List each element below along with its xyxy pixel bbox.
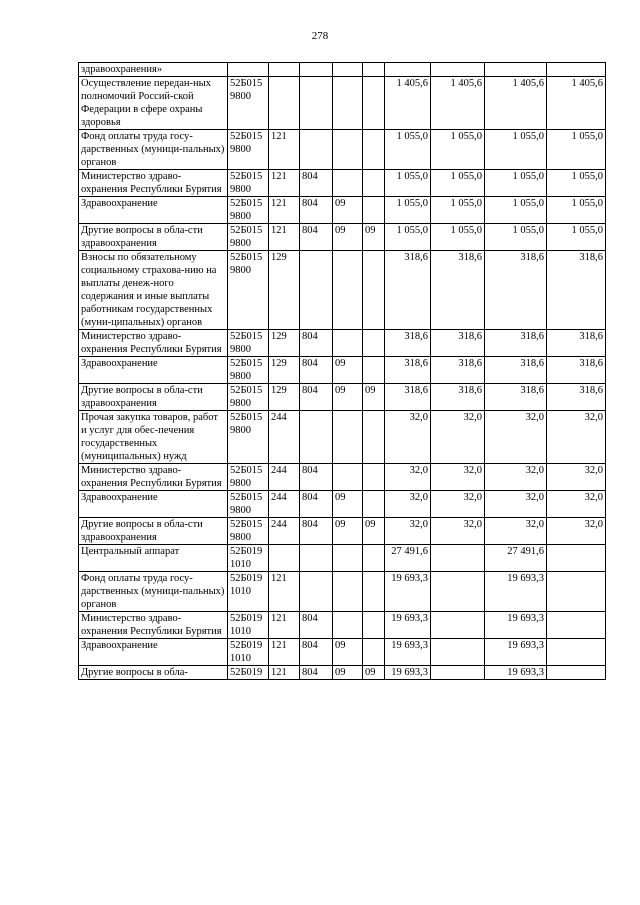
row-section-cell: 09 (333, 666, 363, 680)
row-value-2-cell (431, 545, 485, 572)
row-grbs-cell: 804 (300, 464, 333, 491)
row-value-4-cell (547, 63, 606, 77)
row-value-3-cell: 32,0 (485, 491, 547, 518)
row-value-4-cell: 318,6 (547, 251, 606, 330)
row-subsection-cell: 09 (363, 666, 385, 680)
row-section-cell: 09 (333, 384, 363, 411)
page-number: 278 (311, 30, 329, 42)
row-subsection-cell (363, 491, 385, 518)
row-value-3-cell: 318,6 (485, 251, 547, 330)
row-value-2-cell: 1 055,0 (431, 197, 485, 224)
row-code-cell (228, 63, 269, 77)
row-section-cell: 09 (333, 518, 363, 545)
row-grbs-cell (300, 572, 333, 612)
row-subsection-cell (363, 251, 385, 330)
table-body (79, 63, 606, 680)
budget-table (78, 62, 606, 680)
table-row (79, 330, 606, 357)
row-value-1-cell: 1 055,0 (385, 224, 431, 251)
table-row (79, 384, 606, 411)
row-grbs-cell: 804 (300, 612, 333, 639)
row-code-cell: 52Б019 1010 (228, 612, 269, 639)
row-vr-cell: 244 (269, 464, 300, 491)
row-value-2-cell: 1 055,0 (431, 170, 485, 197)
row-code-cell: 52Б019 1010 (228, 639, 269, 666)
row-vr-cell (269, 545, 300, 572)
row-code-cell: 52Б019 (228, 666, 269, 680)
row-name-cell: Министерство здраво-охранения Республики Бурятия (79, 170, 228, 197)
row-code-cell: 52Б019 1010 (228, 545, 269, 572)
table-row (79, 411, 606, 464)
row-subsection-cell (363, 330, 385, 357)
row-value-4-cell: 1 055,0 (547, 170, 606, 197)
row-grbs-cell: 804 (300, 357, 333, 384)
row-value-4-cell: 1 055,0 (547, 224, 606, 251)
row-grbs-cell: 804 (300, 666, 333, 680)
row-value-1-cell: 32,0 (385, 491, 431, 518)
row-value-1-cell: 318,6 (385, 330, 431, 357)
row-value-1-cell: 32,0 (385, 464, 431, 491)
row-value-4-cell: 318,6 (547, 357, 606, 384)
row-value-1-cell: 19 693,3 (385, 666, 431, 680)
row-name-cell: Здравоохранение (79, 357, 228, 384)
row-value-4-cell: 1 405,6 (547, 77, 606, 130)
row-name-cell: здравоохранения» (79, 63, 228, 77)
row-value-4-cell: 32,0 (547, 491, 606, 518)
row-value-3-cell: 19 693,3 (485, 572, 547, 612)
row-name-cell: Министерство здраво-охранения Республики Бурятия (79, 464, 228, 491)
row-grbs-cell: 804 (300, 491, 333, 518)
row-subsection-cell: 09 (363, 384, 385, 411)
row-value-1-cell: 27 491,6 (385, 545, 431, 572)
row-grbs-cell (300, 130, 333, 170)
row-value-3-cell (485, 63, 547, 77)
table-row (79, 612, 606, 639)
row-vr-cell: 121 (269, 224, 300, 251)
row-code-cell: 52Б015 9800 (228, 491, 269, 518)
row-name-cell: Другие вопросы в обла-сти здравоохранения (79, 384, 228, 411)
row-value-2-cell: 1 405,6 (431, 77, 485, 130)
row-grbs-cell (300, 251, 333, 330)
row-value-3-cell: 1 055,0 (485, 170, 547, 197)
row-name-cell: Другие вопросы в обла-сти здравоохранения (79, 518, 228, 545)
row-value-2-cell (431, 666, 485, 680)
row-value-3-cell: 27 491,6 (485, 545, 547, 572)
row-value-1-cell: 32,0 (385, 518, 431, 545)
row-value-1-cell: 1 405,6 (385, 77, 431, 130)
row-value-1-cell: 318,6 (385, 384, 431, 411)
row-section-cell: 09 (333, 491, 363, 518)
row-vr-cell: 244 (269, 518, 300, 545)
row-subsection-cell (363, 63, 385, 77)
row-value-3-cell: 318,6 (485, 357, 547, 384)
row-grbs-cell (300, 411, 333, 464)
row-value-4-cell: 1 055,0 (547, 130, 606, 170)
row-vr-cell: 121 (269, 612, 300, 639)
row-value-1-cell (385, 63, 431, 77)
row-value-3-cell: 32,0 (485, 464, 547, 491)
row-value-2-cell: 32,0 (431, 518, 485, 545)
row-value-3-cell: 19 693,3 (485, 666, 547, 680)
table-row (79, 545, 606, 572)
row-code-cell: 52Б015 9800 (228, 130, 269, 170)
row-vr-cell: 129 (269, 330, 300, 357)
row-code-cell: 52Б015 9800 (228, 197, 269, 224)
table-row (79, 63, 606, 77)
row-value-3-cell: 318,6 (485, 384, 547, 411)
row-value-1-cell: 1 055,0 (385, 130, 431, 170)
row-value-1-cell: 1 055,0 (385, 170, 431, 197)
row-name-cell: Центральный аппарат (79, 545, 228, 572)
row-vr-cell: 129 (269, 251, 300, 330)
row-code-cell: 52Б015 9800 (228, 251, 269, 330)
row-value-4-cell (547, 545, 606, 572)
row-value-2-cell (431, 572, 485, 612)
row-vr-cell: 129 (269, 384, 300, 411)
row-section-cell (333, 63, 363, 77)
row-grbs-cell (300, 545, 333, 572)
row-value-1-cell: 32,0 (385, 411, 431, 464)
table-row (79, 357, 606, 384)
table-row (79, 639, 606, 666)
row-section-cell (333, 251, 363, 330)
row-grbs-cell: 804 (300, 170, 333, 197)
row-value-4-cell: 32,0 (547, 464, 606, 491)
row-code-cell: 52Б015 9800 (228, 384, 269, 411)
row-vr-cell: 129 (269, 357, 300, 384)
row-vr-cell: 121 (269, 130, 300, 170)
row-vr-cell (269, 77, 300, 130)
row-section-cell (333, 545, 363, 572)
row-value-4-cell: 318,6 (547, 384, 606, 411)
row-subsection-cell (363, 545, 385, 572)
row-name-cell: Фонд оплаты труда госу-дарственных (муници-пальных) органов (79, 130, 228, 170)
row-subsection-cell (363, 357, 385, 384)
table-row (79, 572, 606, 612)
row-value-2-cell: 32,0 (431, 491, 485, 518)
row-subsection-cell (363, 639, 385, 666)
row-value-2-cell: 318,6 (431, 330, 485, 357)
row-value-2-cell: 32,0 (431, 464, 485, 491)
row-section-cell (333, 77, 363, 130)
row-name-cell: Другие вопросы в обла-сти здравоохранения (79, 224, 228, 251)
row-subsection-cell (363, 411, 385, 464)
row-value-2-cell: 1 055,0 (431, 130, 485, 170)
row-vr-cell: 121 (269, 170, 300, 197)
row-value-3-cell: 19 693,3 (485, 612, 547, 639)
row-section-cell (333, 411, 363, 464)
table-row (79, 77, 606, 130)
row-value-2-cell (431, 639, 485, 666)
table-row (79, 666, 606, 680)
row-value-2-cell: 318,6 (431, 251, 485, 330)
row-value-3-cell: 19 693,3 (485, 639, 547, 666)
row-value-1-cell: 19 693,3 (385, 639, 431, 666)
row-value-2-cell: 318,6 (431, 357, 485, 384)
row-name-cell: Здравоохранение (79, 197, 228, 224)
row-value-3-cell: 32,0 (485, 411, 547, 464)
row-value-3-cell: 1 405,6 (485, 77, 547, 130)
row-code-cell: 52Б015 9800 (228, 464, 269, 491)
row-grbs-cell: 804 (300, 518, 333, 545)
table-row (79, 224, 606, 251)
row-name-cell: Здравоохранение (79, 491, 228, 518)
row-value-3-cell: 1 055,0 (485, 197, 547, 224)
row-section-cell: 09 (333, 357, 363, 384)
row-value-4-cell: 32,0 (547, 518, 606, 545)
row-value-4-cell (547, 639, 606, 666)
row-vr-cell: 244 (269, 491, 300, 518)
row-subsection-cell (363, 130, 385, 170)
row-value-4-cell (547, 612, 606, 639)
row-value-2-cell: 1 055,0 (431, 224, 485, 251)
row-code-cell: 52Б015 9800 (228, 518, 269, 545)
row-name-cell: Взносы по обязательному социальному страхова-нию на выплаты денеж-ного содержания и иные выплаты работникам государственных (муни-ципальных) органов (79, 251, 228, 330)
table-row (79, 130, 606, 170)
row-subsection-cell (363, 197, 385, 224)
row-section-cell: 09 (333, 197, 363, 224)
row-section-cell: 09 (333, 639, 363, 666)
row-vr-cell: 121 (269, 666, 300, 680)
row-value-2-cell: 32,0 (431, 411, 485, 464)
row-grbs-cell (300, 77, 333, 130)
row-section-cell (333, 170, 363, 197)
row-value-3-cell: 1 055,0 (485, 224, 547, 251)
row-value-4-cell (547, 666, 606, 680)
row-value-1-cell: 318,6 (385, 357, 431, 384)
row-name-cell: Фонд оплаты труда госу-дарственных (муници-пальных) органов (79, 572, 228, 612)
row-subsection-cell: 09 (363, 224, 385, 251)
table-row (79, 197, 606, 224)
row-vr-cell: 121 (269, 572, 300, 612)
row-subsection-cell (363, 572, 385, 612)
row-subsection-cell (363, 77, 385, 130)
row-value-3-cell: 318,6 (485, 330, 547, 357)
row-code-cell: 52Б015 9800 (228, 411, 269, 464)
row-grbs-cell: 804 (300, 639, 333, 666)
row-name-cell: Осуществление передан-ных полномочий Россий-ской Федерации в сфере охраны здоровья (79, 77, 228, 130)
row-vr-cell: 121 (269, 197, 300, 224)
row-section-cell: 09 (333, 224, 363, 251)
row-name-cell: Прочая закупка товаров, работ и услуг для обес-печения государственных (муниципальных) нужд (79, 411, 228, 464)
row-code-cell: 52Б015 9800 (228, 224, 269, 251)
row-value-1-cell: 19 693,3 (385, 612, 431, 639)
row-value-1-cell: 1 055,0 (385, 197, 431, 224)
row-name-cell: Другие вопросы в обла- (79, 666, 228, 680)
row-value-3-cell: 1 055,0 (485, 130, 547, 170)
table-row (79, 518, 606, 545)
table-row (79, 491, 606, 518)
row-value-4-cell: 1 055,0 (547, 197, 606, 224)
row-vr-cell (269, 63, 300, 77)
row-code-cell: 52Б019 1010 (228, 572, 269, 612)
row-subsection-cell (363, 612, 385, 639)
row-value-4-cell (547, 572, 606, 612)
row-name-cell: Здравоохранение (79, 639, 228, 666)
row-section-cell (333, 130, 363, 170)
row-value-2-cell (431, 63, 485, 77)
row-code-cell: 52Б015 9800 (228, 330, 269, 357)
row-code-cell: 52Б015 9800 (228, 77, 269, 130)
row-vr-cell: 121 (269, 639, 300, 666)
row-value-2-cell: 318,6 (431, 384, 485, 411)
row-section-cell (333, 572, 363, 612)
row-value-1-cell: 19 693,3 (385, 572, 431, 612)
row-section-cell (333, 330, 363, 357)
row-code-cell: 52Б015 9800 (228, 170, 269, 197)
row-value-2-cell (431, 612, 485, 639)
row-subsection-cell (363, 464, 385, 491)
row-grbs-cell: 804 (300, 197, 333, 224)
table-row (79, 251, 606, 330)
row-value-1-cell: 318,6 (385, 251, 431, 330)
row-section-cell (333, 464, 363, 491)
row-subsection-cell: 09 (363, 518, 385, 545)
row-name-cell: Министерство здраво-охранения Республики Бурятия (79, 612, 228, 639)
table-row (79, 170, 606, 197)
row-grbs-cell: 804 (300, 330, 333, 357)
row-grbs-cell (300, 63, 333, 77)
row-section-cell (333, 612, 363, 639)
row-value-3-cell: 32,0 (485, 518, 547, 545)
table-row (79, 464, 606, 491)
row-vr-cell: 244 (269, 411, 300, 464)
row-value-4-cell: 32,0 (547, 411, 606, 464)
row-value-4-cell: 318,6 (547, 330, 606, 357)
row-grbs-cell: 804 (300, 384, 333, 411)
row-grbs-cell: 804 (300, 224, 333, 251)
row-name-cell: Министерство здраво-охранения Республики Бурятия (79, 330, 228, 357)
row-code-cell: 52Б015 9800 (228, 357, 269, 384)
row-subsection-cell (363, 170, 385, 197)
